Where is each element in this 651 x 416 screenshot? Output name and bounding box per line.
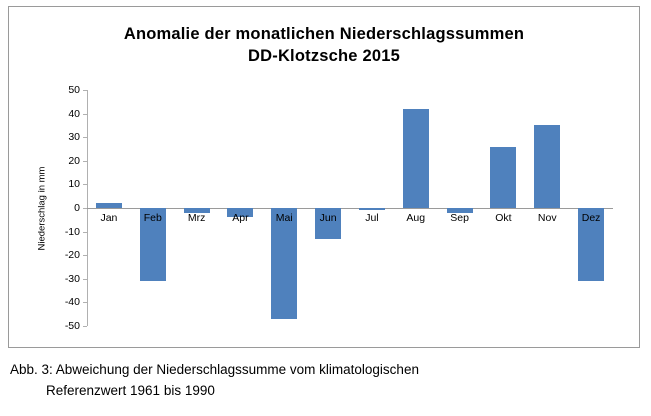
y-axis-tick-label: -10 [64, 225, 80, 238]
y-axis-tick [83, 326, 87, 327]
y-axis-title: Niederschlag in mm [36, 166, 48, 250]
y-axis-tick [83, 114, 87, 115]
y-axis-tick-label: -20 [64, 249, 80, 262]
figure-caption [10, 360, 640, 402]
y-axis-tick-label: 10 [68, 178, 80, 191]
y-axis-tick-label: -50 [64, 320, 80, 332]
y-axis-tick [83, 161, 87, 162]
y-axis-tick-label: 20 [68, 154, 80, 167]
x-axis-tick-label: Aug [406, 212, 426, 224]
bar [96, 203, 122, 208]
y-axis-tick-label: -40 [64, 296, 80, 309]
caption-line1: Abb. 3: Abweichung der Niederschlagssumme vom klimatologischen [10, 362, 419, 377]
chart-title-line1: Anomalie der monatlichen Niederschlagssummen [123, 25, 525, 43]
x-axis-tick-label: Jul [365, 212, 379, 224]
y-axis-tick [83, 90, 87, 91]
x-axis-tick-label: Mrz [187, 212, 206, 224]
bar [490, 147, 516, 208]
y-axis-tick-label: 30 [68, 131, 80, 144]
bar [534, 125, 560, 208]
x-axis-tick-label: Jan [100, 212, 118, 224]
y-axis-tick-label: 0 [74, 202, 80, 214]
bar [359, 208, 385, 210]
y-axis-tick-label: 50 [68, 84, 80, 96]
chart-title [9, 23, 639, 68]
x-axis-tick-label: Apr [232, 212, 249, 224]
y-axis-tick-label: 40 [68, 107, 80, 120]
x-axis-tick-label: Jun [319, 212, 337, 224]
chart-container [8, 6, 640, 348]
zero-axis-line [87, 208, 613, 209]
plot-area [64, 84, 613, 332]
x-axis-tick-label: Sep [450, 212, 469, 224]
bar [403, 109, 429, 208]
x-axis-tick-label: Dez [581, 212, 601, 224]
chart-title-line2: DD-Klotzsche 2015 [248, 47, 400, 66]
y-axis-tick [83, 255, 87, 256]
x-axis-tick-label: Okt [495, 212, 512, 224]
y-axis-tick [83, 302, 87, 303]
y-axis-tick [83, 184, 87, 185]
x-axis-tick-label: Mai [275, 212, 293, 224]
y-axis-tick [83, 232, 87, 233]
x-axis-tick-label: Nov [537, 212, 557, 224]
y-axis-tick-label: -30 [64, 272, 80, 285]
y-axis-tick [83, 279, 87, 280]
x-axis-tick-label: Feb [143, 212, 162, 224]
bar [271, 208, 297, 319]
y-axis-tick [83, 137, 87, 138]
caption-line2: Referenzwert 1961 bis 1990 [46, 382, 215, 398]
